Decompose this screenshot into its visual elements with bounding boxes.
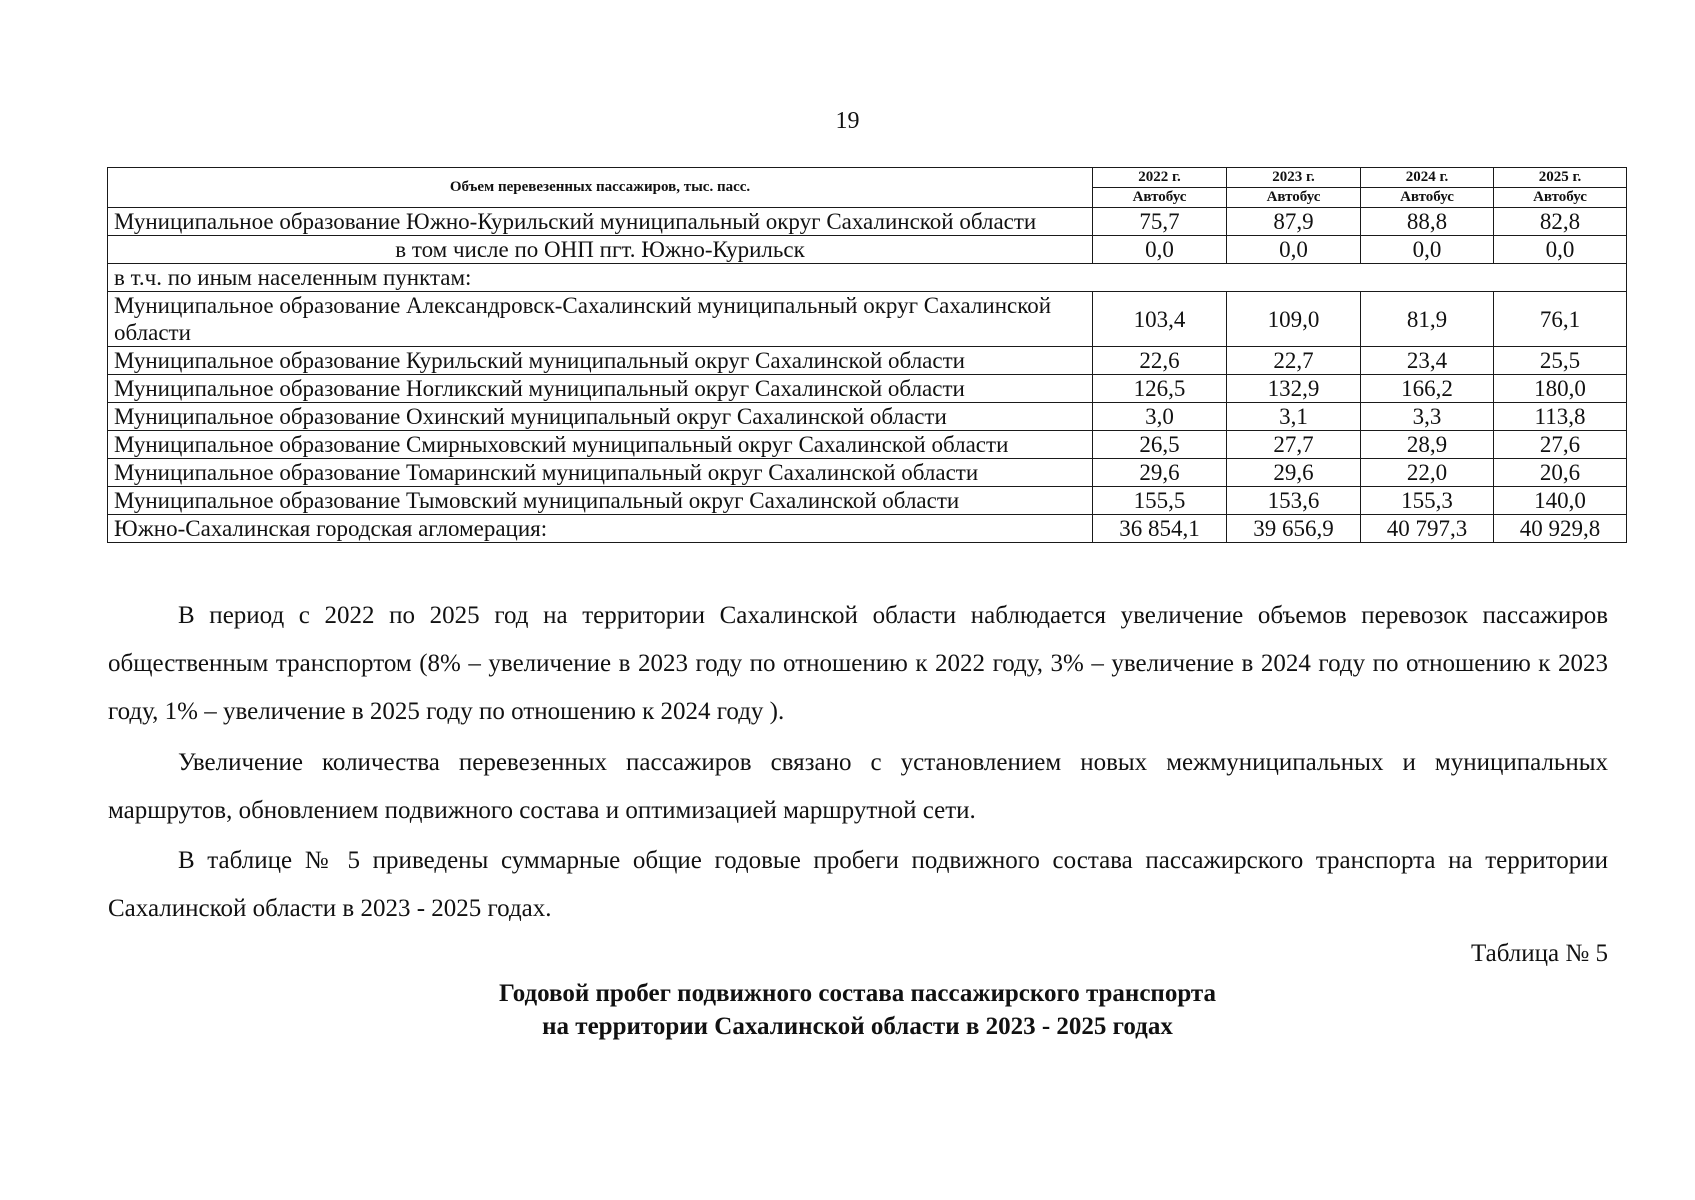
table-header-row-years bbox=[108, 168, 1627, 188]
row-value: 81,9 bbox=[1361, 292, 1494, 347]
row-name: Муниципальное образование Южно-Курильский муниципальный округ Сахалинской области bbox=[108, 208, 1093, 236]
table-row-subheading bbox=[108, 264, 1627, 292]
paragraph-growth: В период с 2022 по 2025 год на территории Сахалинской области наблюдается увеличение объемов перевозок пассажиров общественным транспортом (8% – увеличение в 2023 году по отношению к 2022 году, 3% – увеличение в 2024 году по отношению к 2023 году, 1% – увеличение в 2025 году по отношению к 2024 году ). bbox=[108, 602, 1608, 725]
row-value: 20,6 bbox=[1494, 459, 1627, 487]
paragraph-table-ref: В таблице № 5 приведены суммарные общие годовые пробеги подвижного состава пассажирского транспорта на территории Сахалинской области в 2023 - 2025 годах. bbox=[108, 847, 1608, 922]
row-value: 113,8 bbox=[1494, 403, 1627, 431]
table-row bbox=[108, 292, 1627, 347]
table-row bbox=[108, 431, 1627, 459]
row-value: 155,5 bbox=[1093, 487, 1227, 515]
row-value: 0,0 bbox=[1093, 236, 1227, 264]
passenger-volume-table bbox=[107, 167, 1627, 543]
row-name: Муниципальное образование Александровск-Сахалинский муниципальный округ Сахалинской области bbox=[108, 292, 1093, 347]
row-value: 25,5 bbox=[1494, 347, 1627, 375]
header-year-2022: 2022 г. bbox=[1093, 168, 1227, 188]
row-value: 132,9 bbox=[1227, 375, 1361, 403]
row-value: 36 854,1 bbox=[1093, 515, 1227, 543]
row-value: 140,0 bbox=[1494, 487, 1627, 515]
next-table-title-line1: Годовой пробег подвижного состава пассажирского транспорта bbox=[499, 980, 1216, 1007]
row-value: 0,0 bbox=[1361, 236, 1494, 264]
table-row bbox=[108, 208, 1627, 236]
row-value: 3,1 bbox=[1227, 403, 1361, 431]
table-header-label: Объем перевезенных пассажиров, тыс. пасс. bbox=[108, 168, 1093, 208]
row-value: 82,8 bbox=[1494, 208, 1627, 236]
row-value: 126,5 bbox=[1093, 375, 1227, 403]
row-name: Муниципальное образование Ногликский муниципальный округ Сахалинской области bbox=[108, 375, 1093, 403]
row-subheading: в т.ч. по иным населенным пунктам: bbox=[108, 264, 1627, 292]
row-value: 155,3 bbox=[1361, 487, 1494, 515]
row-value: 29,6 bbox=[1093, 459, 1227, 487]
header-vehicle-2023: Автобус bbox=[1227, 188, 1361, 208]
row-value: 180,0 bbox=[1494, 375, 1627, 403]
row-value: 3,3 bbox=[1361, 403, 1494, 431]
table-label: Таблица № 5 bbox=[1470, 940, 1608, 967]
row-value: 0,0 bbox=[1494, 236, 1627, 264]
row-name: Муниципальное образование Охинский муниципальный округ Сахалинской области bbox=[108, 403, 1093, 431]
row-value: 3,0 bbox=[1093, 403, 1227, 431]
row-value: 0,0 bbox=[1227, 236, 1361, 264]
row-value: 23,4 bbox=[1361, 347, 1494, 375]
row-name: Муниципальное образование Томаринский муниципальный округ Сахалинской области bbox=[108, 459, 1093, 487]
row-value: 40 929,8 bbox=[1494, 515, 1627, 543]
header-vehicle-2025: Автобус bbox=[1494, 188, 1627, 208]
table-row bbox=[108, 487, 1627, 515]
row-value: 22,6 bbox=[1093, 347, 1227, 375]
header-vehicle-2024: Автобус bbox=[1361, 188, 1494, 208]
paragraph-reasons: Увеличение количества перевезенных пассажиров связано с установлением новых межмуниципальных и муниципальных маршрутов, обновлением подвижного состава и оптимизацией маршрутной сети. bbox=[108, 749, 1608, 824]
next-table-title-line2: на территории Сахалинской области в 2023 - 2025 годах bbox=[542, 1013, 1173, 1040]
row-value: 40 797,3 bbox=[1361, 515, 1494, 543]
header-year-2023: 2023 г. bbox=[1227, 168, 1361, 188]
table-row bbox=[108, 459, 1627, 487]
row-value: 166,2 bbox=[1361, 375, 1494, 403]
page-number: 19 bbox=[835, 108, 860, 134]
table-row bbox=[108, 403, 1627, 431]
table-row bbox=[108, 375, 1627, 403]
header-vehicle-2022: Автобус bbox=[1093, 188, 1227, 208]
next-table-title bbox=[0, 977, 1695, 1043]
row-value: 28,9 bbox=[1361, 431, 1494, 459]
row-value: 153,6 bbox=[1227, 487, 1361, 515]
row-value: 103,4 bbox=[1093, 292, 1227, 347]
row-name: Муниципальное образование Смирныховский муниципальный округ Сахалинской области bbox=[108, 431, 1093, 459]
row-value: 76,1 bbox=[1494, 292, 1627, 347]
row-value: 26,5 bbox=[1093, 431, 1227, 459]
header-year-2025: 2025 г. bbox=[1494, 168, 1627, 188]
table-row bbox=[108, 236, 1627, 264]
row-value: 88,8 bbox=[1361, 208, 1494, 236]
row-name: в том числе по ОНП пгт. Южно-Курильск bbox=[108, 236, 1093, 264]
row-value: 29,6 bbox=[1227, 459, 1361, 487]
row-name: Муниципальное образование Курильский муниципальный округ Сахалинской области bbox=[108, 347, 1093, 375]
table-row-total bbox=[108, 515, 1627, 543]
row-value: 87,9 bbox=[1227, 208, 1361, 236]
row-name: Муниципальное образование Тымовский муниципальный округ Сахалинской области bbox=[108, 487, 1093, 515]
row-value: 109,0 bbox=[1227, 292, 1361, 347]
row-name: Южно-Сахалинская городская агломерация: bbox=[108, 515, 1093, 543]
row-value: 75,7 bbox=[1093, 208, 1227, 236]
header-year-2024: 2024 г. bbox=[1361, 168, 1494, 188]
row-value: 22,7 bbox=[1227, 347, 1361, 375]
row-value: 27,7 bbox=[1227, 431, 1361, 459]
row-value: 39 656,9 bbox=[1227, 515, 1361, 543]
row-value: 22,0 bbox=[1361, 459, 1494, 487]
row-value: 27,6 bbox=[1494, 431, 1627, 459]
table-row bbox=[108, 347, 1627, 375]
